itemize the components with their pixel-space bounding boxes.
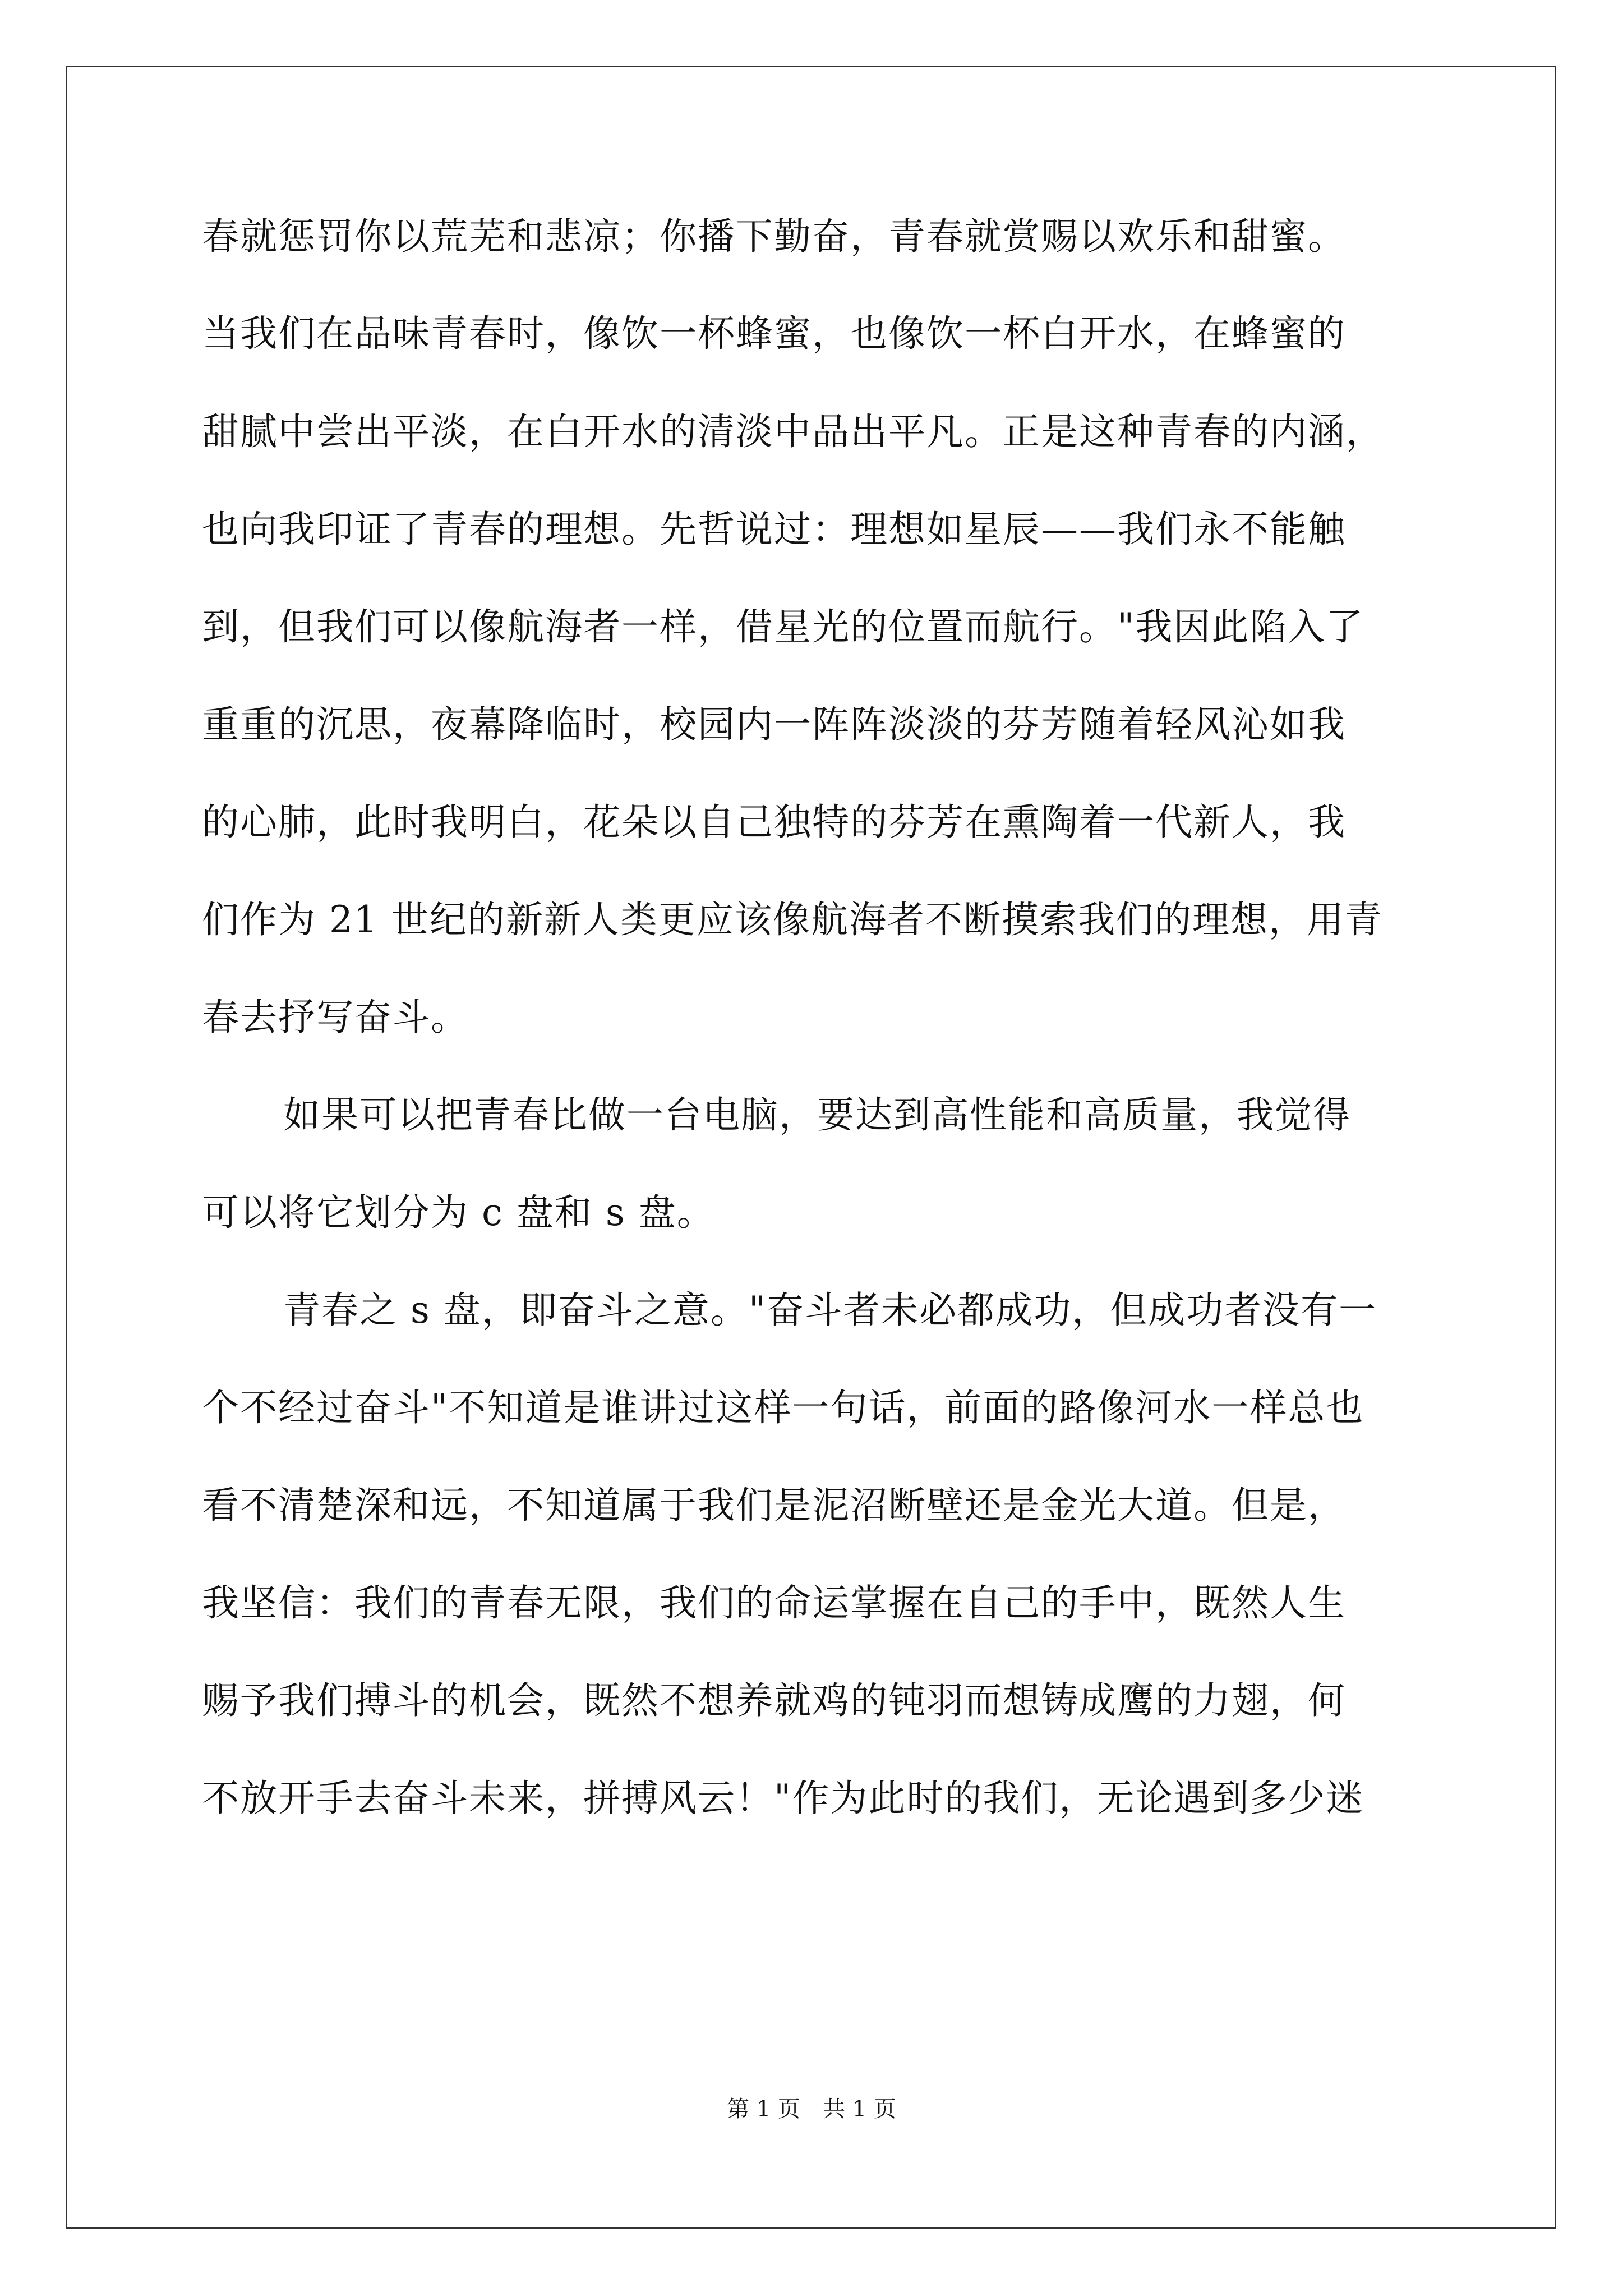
text-line: 个不经过奋斗"不知道是谁讲过这样一句话，前面的路像河水一样总也	[202, 1386, 1364, 1429]
paragraph-first-line: 如果可以把青春比做一台电脑，要达到高性能和高质量，我觉得	[283, 1093, 1351, 1137]
text-line: 的心肺，此时我明白，花朵以自己独特的芬芳在熏陶着一代新人，我	[202, 800, 1346, 844]
text-line: 当我们在品味青春时，像饮一杯蜂蜜，也像饮一杯白开水，在蜂蜜的	[202, 312, 1346, 355]
text-line: 甜腻中尝出平淡，在白开水的清淡中品出平凡。正是这种青春的内涵，	[202, 410, 1384, 453]
text-line: 看不清楚深和远，不知道属于我们是泥沼断壁还是金光大道。但是，	[202, 1484, 1346, 1527]
text-line: 赐予我们搏斗的机会，既然不想养就鸡的钝羽而想铸成鹰的力翅，何	[202, 1679, 1346, 1722]
text-line: 春就惩罚你以荒芜和悲凉；你播下勤奋，青春就赏赐以欢乐和甜蜜。	[202, 215, 1346, 258]
paragraph-first-line: 青春之 s 盘，即奋斗之意。"奋斗者未必都成功，但成功者没有一	[283, 1289, 1377, 1332]
text-line: 春去抒写奋斗。	[202, 996, 469, 1039]
text-line: 们作为 21 世纪的新新人类更应该像航海者不断摸索我们的理想，用青	[202, 898, 1383, 941]
text-line: 我坚信：我们的青春无限，我们的命运掌握在自己的手中，既然人生	[202, 1581, 1346, 1625]
text-line: 不放开手去奋斗未来，拼搏风云！"作为此时的我们，无论遇到多少迷	[202, 1777, 1364, 1820]
text-line: 也向我印证了青春的理想。先哲说过：理想如星辰——我们永不能触	[202, 508, 1346, 551]
text-line: 到，但我们可以像航海者一样，借星光的位置而航行。"我因此陷入了	[202, 605, 1364, 648]
text-line: 可以将它划分为 c 盘和 s 盘。	[202, 1191, 715, 1234]
text-line: 重重的沉思，夜幕降临时，校园内一阵阵淡淡的芬芳随着轻风沁如我	[202, 703, 1346, 746]
page-frame	[66, 66, 1556, 2229]
page-footer: 第 1 页 共 1 页	[727, 2096, 896, 2122]
